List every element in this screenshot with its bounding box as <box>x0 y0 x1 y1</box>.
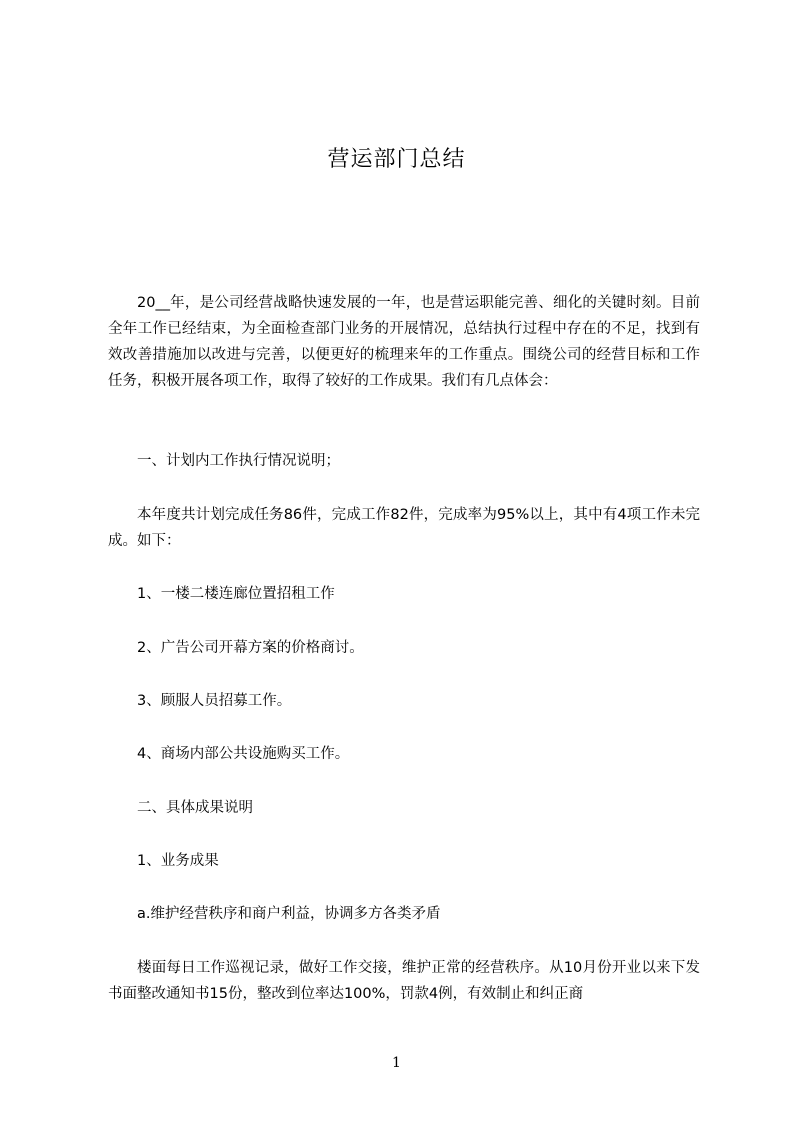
subsection-a-body: 楼面每日工作巡视记录，做好工作交接，维护正常的经营秩序。从10月份开业以来下发书面整改通知书15份，整改到位率达100%，罚款4例，有效制止和纠正商 <box>108 960 700 1002</box>
unfinished-item-2: 2、广告公司开幕方案的价格商讨。 <box>137 640 364 656</box>
unfinished-item-3: 3、顾服人员招募工作。 <box>137 693 292 709</box>
subsection-1-heading: 1、业务成果 <box>137 853 219 869</box>
subsection-a-heading: a.维护经营秩序和商户利益，协调多方各类矛盾 <box>137 906 441 922</box>
document-title: 营运部门总结 <box>327 147 466 172</box>
page-number: 1 <box>392 1055 401 1071</box>
unfinished-item-4: 4、商场内部公共设施购买工作。 <box>137 746 350 762</box>
intro-paragraph: 20__年，是公司经营战略快速发展的一年，也是营运职能完善、细化的关键时刻。目前全年工作已经结束，为全面检查部门业务的开展情况，总结执行过程中存在的不足，找到有效改善措施加以改进与完善，以便更好的梳理来年的工作重点。围绕公司的经营目标和工作任务，积极开展各项工作，取得了较好的工作成果。我们有几点体会： <box>108 295 700 389</box>
section-1-body: 本年度共计划完成任务86件，完成工作82件，完成率为95%以上，其中有4项工作未完成。如下： <box>108 507 700 549</box>
section-1-heading: 一、计划内工作执行情况说明； <box>137 453 340 469</box>
unfinished-item-1: 1、一楼二楼连廊位置招租工作 <box>137 586 335 602</box>
section-2-heading: 二、具体成果说明 <box>137 800 253 816</box>
